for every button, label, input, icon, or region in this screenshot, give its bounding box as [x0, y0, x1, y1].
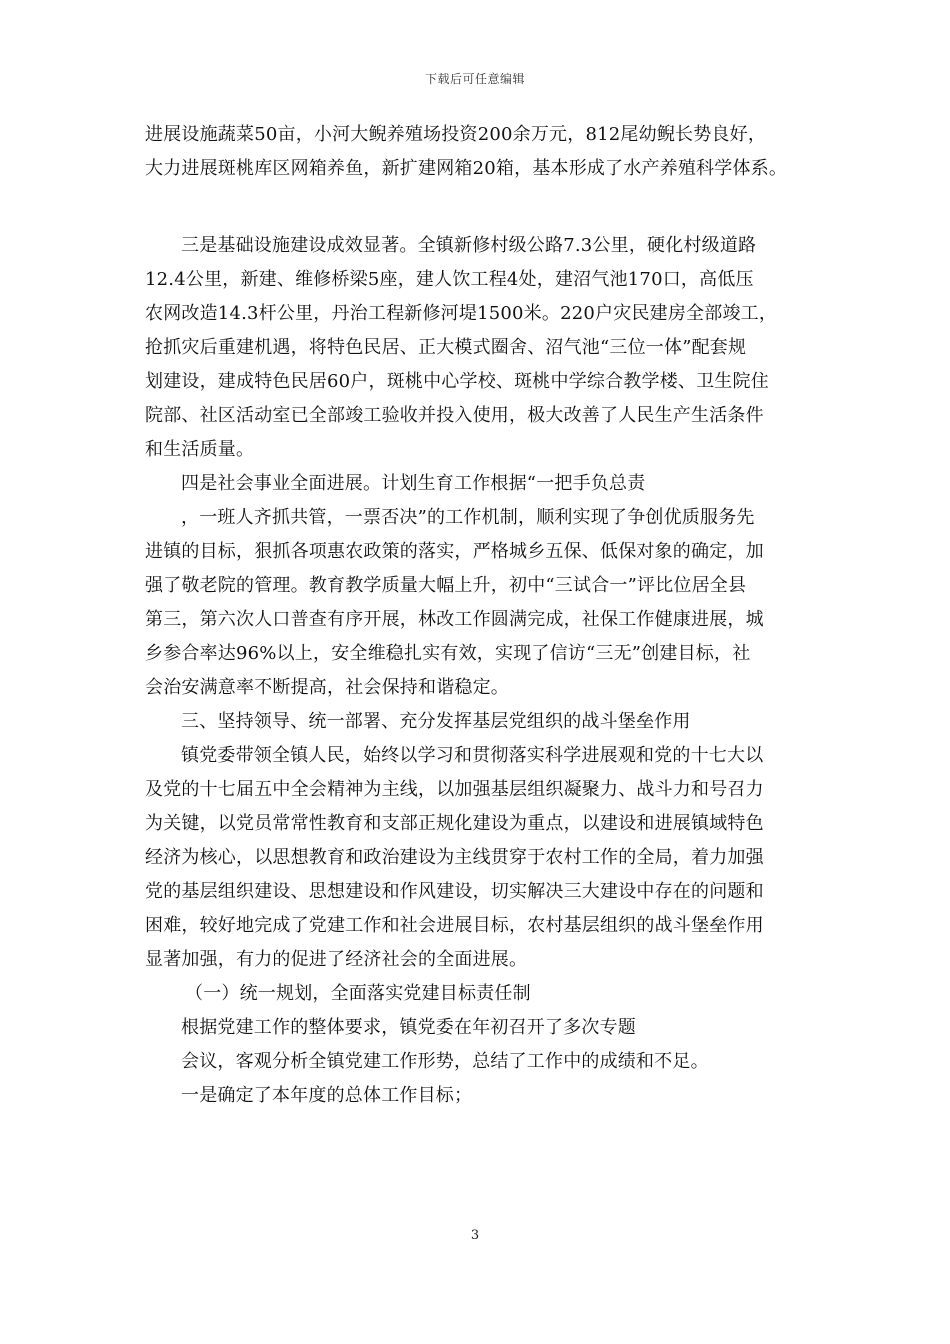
page-header: 下载后可任意编辑 — [424, 72, 525, 86]
body-line: 抢抓灾后重建机遇，将特色民居、正大模式圈舍、沼气池“三位一体”配套规 — [145, 337, 747, 358]
body-line: 困难，较好地完成了党建工作和社会进展目标，农村基层组织的战斗堡垒作用 — [145, 915, 764, 936]
subsection-heading: （一）统一规划，全面落实党建目标责任制 — [185, 983, 531, 1004]
body-line: 划建设，建成特色民居60户，斑桃中心学校、斑桃中学综合教学楼、卫生院住 — [145, 371, 769, 392]
body-line: 进镇的目标，狠抓各项惠农政策的落实，严格城乡五保、低保对象的确定，加 — [145, 541, 764, 562]
body-line: ，一班人齐抓共管，一票否决”的工作机制，顺利实现了争创优质服务先 — [181, 507, 755, 528]
body-line: 会治安满意率不断提高，社会保持和谐稳定。 — [145, 677, 509, 698]
body-line: 党的基层组织建设、思想建设和作风建设，切实解决三大建设中存在的问题和 — [145, 881, 764, 902]
body-line: 一是确定了本年度的总体工作目标； — [181, 1085, 473, 1106]
paragraph-gap — [145, 186, 810, 229]
page-number: 3 — [470, 1228, 480, 1243]
document-body — [145, 118, 810, 1113]
body-line: 镇党委带领全镇人民，始终以学习和贯彻落实科学进展观和党的十七大以 — [181, 745, 764, 766]
body-line: 显著加强，有力的促进了经济社会的全面进展。 — [145, 949, 528, 970]
body-line: 农网改造14.3杆公里，丹治工程新修河堤1500米。220户灾民建房全部竣工， — [145, 303, 778, 324]
body-line: 四是社会事业全面进展。计划生育工作根据“一把手负总责 — [181, 473, 646, 494]
body-line: 和生活质量。 — [145, 439, 255, 460]
section-heading: 三、坚持领导、统一部署、充分发挥基层党组织的战斗堡垒作用 — [181, 711, 691, 732]
body-line: 强了敬老院的管理。教育教学质量大幅上升，初中“三试合一”评比位居全县 — [145, 575, 747, 596]
body-line: 进展设施蔬菜50亩，小河大鲵养殖场投资200余万元，812尾幼鲵长势良好， — [145, 124, 767, 145]
body-line: 院部、社区活动室已全部竣工验收并投入使用，极大改善了人民生产生活条件 — [145, 405, 764, 426]
body-line: 乡参合率达96%以上，安全维稳扎实有效，实现了信访“三无”创建目标，社 — [145, 643, 751, 664]
body-line: 经济为核心，以思想教育和政治建设为主线贯穿于农村工作的全局，着力加强 — [145, 847, 764, 868]
body-line: 会议，客观分析全镇党建工作形势，总结了工作中的成绩和不足。 — [181, 1051, 709, 1072]
body-line: 及党的十七届五中全会精神为主线，以加强基层组织凝聚力、战斗力和号召力 — [145, 779, 764, 800]
body-line: 根据党建工作的整体要求，镇党委在年初召开了多次专题 — [181, 1017, 636, 1038]
body-line: 大力进展斑桃库区网箱养鱼，新扩建网箱20箱，基本形成了水产养殖科学体系。 — [145, 158, 788, 179]
body-line: 12.4公里，新建、维修桥梁5座，建人饮工程4处，建沼气池170口，高低压 — [145, 269, 754, 290]
body-line: 为关键，以党员常常性教育和支部正规化建设为重点，以建设和进展镇域特色 — [145, 813, 764, 834]
body-line: 三是基础设施建设成效显著。全镇新修村级公路7.3公里，硬化村级道路 — [181, 235, 757, 256]
body-line: 第三，第六次人口普查有序开展，林改工作圆满完成，社保工作健康进展，城 — [145, 609, 764, 630]
